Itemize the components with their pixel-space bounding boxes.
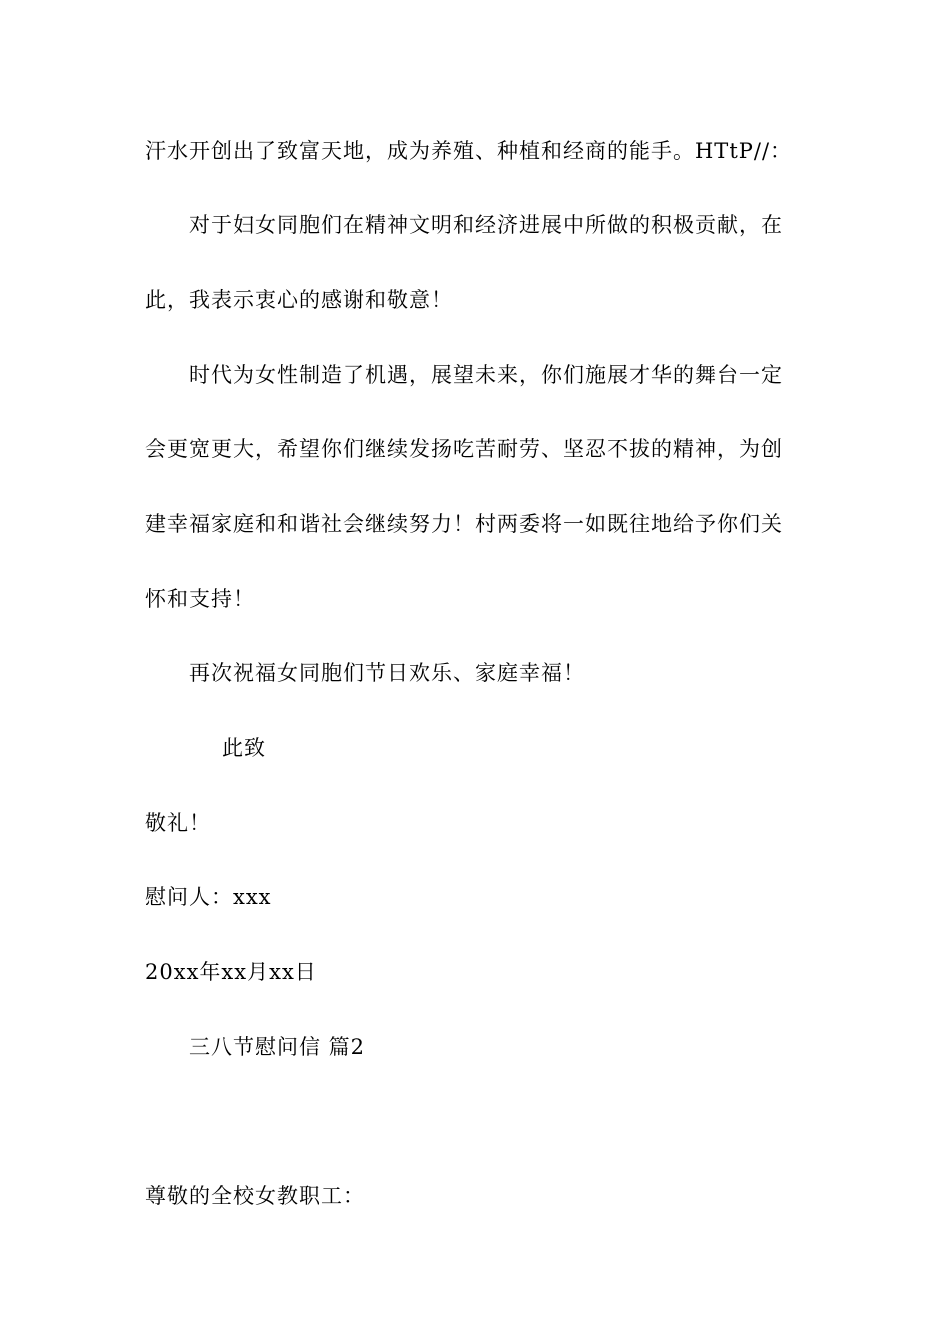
greeting-line: 尊敬的全校女教职工： xyxy=(145,1184,365,1208)
sender-line: 慰问人：xxx xyxy=(145,885,272,909)
paragraph-line: 汗水开创出了致富天地，成为养殖、种植和经商的能手。HTtP//： xyxy=(145,139,793,163)
paragraph-line: 时代为女性制造了机遇，展望未来，你们施展才华的舞台一定 xyxy=(189,363,783,387)
closing-regards: 敬礼！ xyxy=(145,811,211,835)
paragraph-line: 会更宽更大，希望你们继续发扬吃苦耐劳、坚忍不拔的精神，为创 xyxy=(145,437,783,461)
paragraph-line: 怀和支持！ xyxy=(145,587,255,611)
paragraph-line: 此，我表示衷心的感谢和敬意！ xyxy=(145,288,453,312)
paragraph-line: 对于妇女同胞们在精神文明和经济进展中所做的积极贡献，在 xyxy=(189,213,783,237)
section-heading: 三八节慰问信 篇2 xyxy=(189,1035,366,1059)
closing-salutation: 此致 xyxy=(222,736,266,760)
paragraph-line: 再次祝福女同胞们节日欢乐、家庭幸福！ xyxy=(189,661,585,685)
paragraph-line: 建幸福家庭和和谐社会继续努力！村两委将一如既往地给予你们关 xyxy=(145,512,783,536)
date-line: 20xx年xx月xx日 xyxy=(145,960,317,984)
